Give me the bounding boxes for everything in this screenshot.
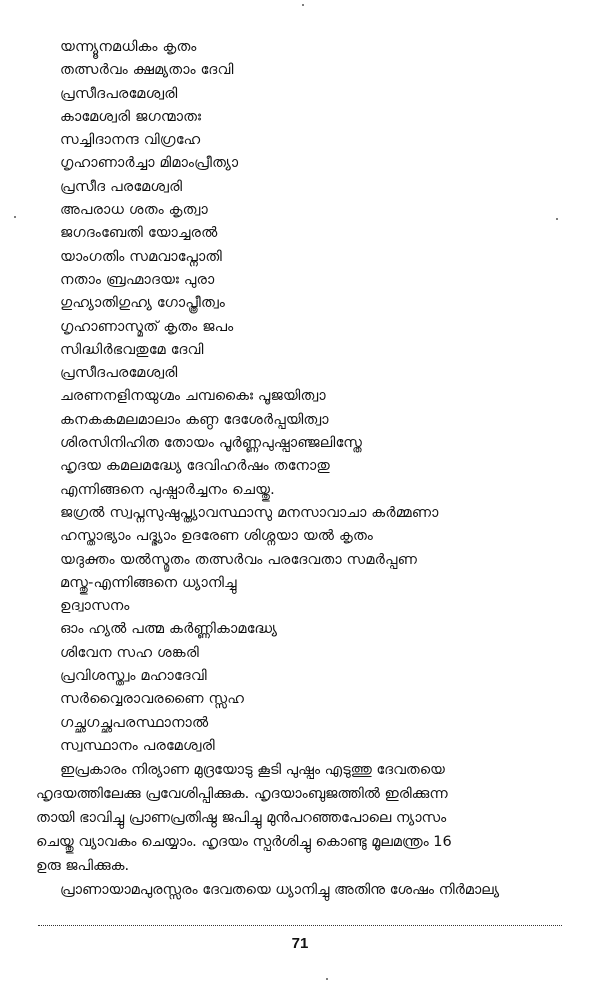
verse-line: അപരാധ ശതം കൃത്വാ [60,202,208,219]
page-number: 71 [291,935,309,952]
verse-line: സിദ്ധിർഭവതുമേ ദേവി [60,341,204,358]
paragraph [36,878,564,902]
print-speck [14,216,16,218]
paragraph-line: ചെയ്തു വ്യാവകം ചെയ്യാം. ഹൃദയം സ്പർശിച്ചു കൊണ്ടു മൂലമന്ത്രം 16 [36,834,452,850]
verse-line: പ്രസീദ പരമേശ്വരി [60,178,183,195]
verse-line: ഗച്ഛഗച്ഛപരസ്ഥാനാൽ [60,714,209,731]
verse-line: ഓം ഹ്യൽ പത്മ കർണ്ണികാമദ്ധ്യേ [60,621,278,638]
verse-line: പ്രസീദപരമേശ്വരി [60,85,178,102]
paragraph-line: ഇപ്രകാരം നിര്യാണ മുദ്രയോടു കൂടി പുഷ്പം എടുത്തു ദേവതയെ [60,762,445,778]
verse-line: ഗൃഹാണാർച്ചാ മിമാംപ്രീത്യാ [60,155,239,172]
verse-line: മസ്തു-എന്നിങ്ങനെ ധ്യാനിച്ചു [60,574,237,591]
verse-line: തത്സർവം ക്ഷമ്യതാം ദേവി [60,62,234,79]
verse-line: സച്ചിദാനന്ദ വിഗ്രഹേ [60,132,201,149]
paragraph-line: തായി ഭാവിച്ചു പ്രാണപ്രതിഷ്ഠ ജപിച്ചു മുൻപറഞ്ഞപോലെ ന്യാസം [36,810,447,826]
verse-line: ജഗ്രൽ സ്വപ്നസുഷുപ്ത്യാവസ്ഥാസു മനസാവാചാ കർമ്മണാ [60,504,439,521]
verse-line: ഹസ്താഭ്യാം പദ്ഭ്യാം ഉദരേണ ശിശ്നയാ യൽ കൃതം [60,528,374,545]
paragraph-line: ഉരു ജപിക്കുക. [36,858,130,874]
paragraph [36,758,564,878]
paragraph-line: ഹൃദയത്തിലേക്കു പ്രവേശിപ്പിക്കുക. ഹൃദയാംബുജത്തിൽ ഇരിക്കുന്ന [36,786,448,802]
footer-divider [38,925,562,926]
prose-block [36,758,564,902]
verse-line: ശിരസിനിഹിത തോയം പൂർണ്ണപുഷ്പാഞ്ജലിസ്തേ [60,435,363,452]
verse-line: ജഗദംബേതി യോച്ചരൽ [60,225,218,242]
verse-line: ഗുഹ്യാതിഗുഹ്യ ഗോപ്ത്രീത്വം [60,295,226,312]
verse-line: എന്നിങ്ങനെ പുഷ്പാർച്ചനം ചെയ്തു. [60,481,275,498]
verse-line: ചരണനളിനയുഗ്മം ചമ്പകൈഃ പൂജയിത്വാ [60,388,326,405]
verse-line: പ്രവിശസ്ത്വം മഹാദേവി [60,668,207,685]
verse-line: സർവ്വൈരാവരണൈ സ്സഹ [60,691,245,708]
print-speck [326,978,328,980]
verse-line: നതാം ബ്രഹ്മാദയഃ പുരാ [60,271,215,288]
verse-line: കനകകമലമാലാം കണ്ഠ ദേശേർപ്പയിത്വാ [60,411,329,428]
verse-line: യാംഗതിം സമവാപ്നോതി [60,248,222,265]
verse-line: യന്ന്യൂനമധികം കൃതം [60,39,197,55]
verse-line: ഗൃഹാണാസ്മത് കൃതം ജപം [60,318,234,335]
verse-block [60,36,580,758]
verse-line: യദുക്തം യൽസ്മൃതം തത്സർവം പരദേവതാ സമർപ്പണ [60,551,418,568]
verse-line: പ്രസീദപരമേശ്വരി [60,365,178,382]
verse-line: കാമേശ്വരി ജഗന്മാതഃ [60,108,202,125]
print-speck [556,218,558,220]
verse-line: സ്വസ്ഥാനം പരമേശ്വരി [60,737,215,754]
verse-line: ഹൃദയ കമലമദ്ധ്യേ ദേവിഹർഷം തനോതു [60,458,330,475]
verse-line: ഉദ്വാസനം [60,598,130,615]
print-speck [302,4,304,6]
verse-line: ശിവേന സഹ ശങ്കരി [60,644,200,661]
paragraph-line: പ്രാണായാമപുരസ്സരം ദേവതയെ ധ്യാനിച്ചു അതിനു ശേഷം നിർമാല്യ [60,882,500,898]
